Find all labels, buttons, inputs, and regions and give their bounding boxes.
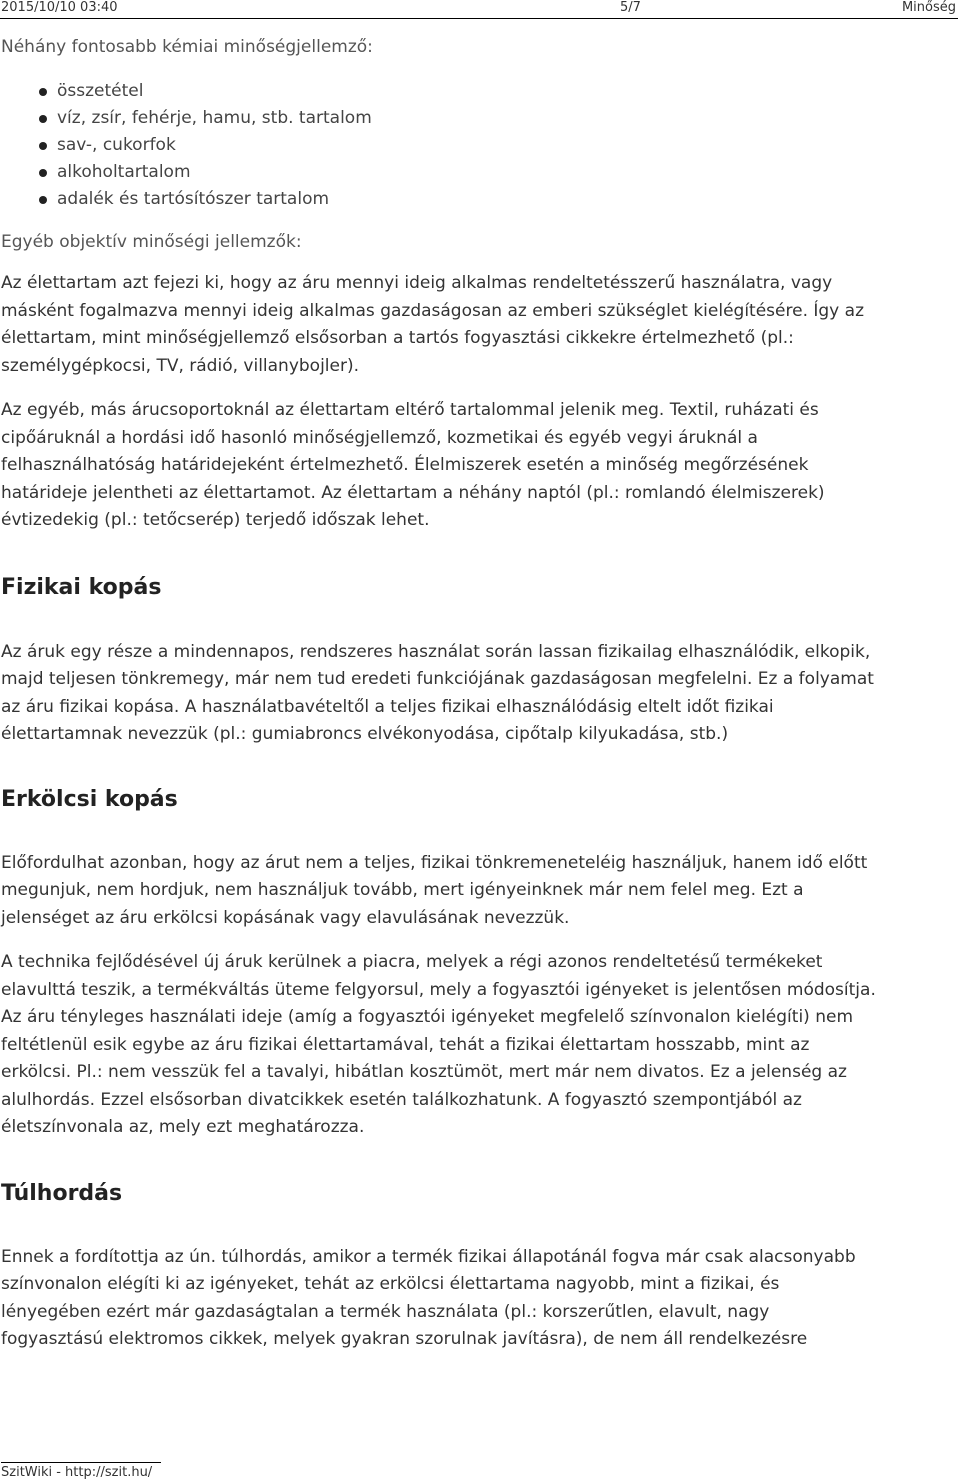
bullet-icon bbox=[39, 88, 47, 96]
page-number: 5/7 bbox=[620, 0, 641, 15]
paragraph-line: elavulttá teszik, a termékváltás üteme felgyorsul, mely a fogyasztói igényeket is jelentősen módosítja. bbox=[1, 979, 876, 1000]
paragraph-line: lényegében ezért már gazdaságtalan a termék használata (pl.: korszerűtlen, elavult, nagy bbox=[1, 1301, 770, 1322]
paragraph-line: évtizedekig (pl.: tetőcserép) terjedő időszak lehet. bbox=[1, 510, 430, 530]
paragraph-line: majd teljesen tönkremegy, már nem tud eredeti funkciójának gazdaságosan megfelelni. Ez a folyamat bbox=[1, 669, 874, 689]
paragraph-line: A technika fejlődésével új áruk kerülnek a piacra, melyek a régi azonos rendeltetésű termékeket bbox=[1, 952, 823, 972]
paragraph-line: cipőáruknál a hordási idő hasonló minőségjellemző, kozmetikai és egyéb vegyi áruknál a bbox=[1, 427, 758, 448]
paragraph-line: Az áru tényleges használati ideje (amíg a fogyasztói igényeket megfelelő színvonalon kielégíti) nem bbox=[1, 1007, 854, 1027]
other-groups-paragraph bbox=[1, 397, 959, 535]
paragraph-line: Ennek a fordítottja az ún. túlhordás, amikor a termék fizikai állapotánál fogva már csak alacsonyabb bbox=[1, 1246, 856, 1267]
paragraph-line: színvonalon elégíti ki az igényeket, tehát az erkölcsi élettartama nagyobb, mint a fizikai, és bbox=[1, 1274, 780, 1294]
paragraph-line: életszínvonala az, mely ezt meghatározza. bbox=[1, 1117, 365, 1137]
document-title: Minőség bbox=[901, 0, 956, 15]
tulhordas-paragraph bbox=[1, 1244, 959, 1354]
paragraph-line: alulhordás. Ezzel elsősorban divatcikkek esetén találkozhatunk. A fogyasztó szempontjából az bbox=[1, 1089, 802, 1110]
paragraph-line: fogyasztású elektromos cikkek, melyek gyakran szorulnak javításra), de nem áll rendelkezésre bbox=[1, 1329, 808, 1349]
paragraph-line: erkölcsi. Pl.: nem vesszük fel a tavalyi, hibátlan kosztümöt, mert már nem divatos. Ez a jelenség az bbox=[1, 1062, 847, 1082]
chemical-properties-list bbox=[1, 78, 959, 213]
bullet-icon bbox=[39, 169, 47, 177]
paragraph-line: Az áruk egy része a mindennapos, rendszeres használat során lassan fizikailag elhasználódik, elkopik, bbox=[1, 641, 871, 662]
paragraph-line: Az egyéb, más árucsoportoknál az élettartam eltérő tartalommal jelenik meg. Textil, ruházati és bbox=[1, 400, 819, 420]
page-header bbox=[0, 0, 958, 19]
erkolcsi-kopas-paragraph-2 bbox=[1, 949, 959, 1142]
paragraph-line: feltétlenül esik egybe az áru fizikai élettartamával, tehát a fizikai élettartam hosszabb, mint az bbox=[1, 1034, 810, 1055]
page-content bbox=[1, 34, 959, 1354]
paragraph-line: Előfordulhat azonban, hogy az árut nem a teljes, fizikai tönkremeneteléig használjuk, hanem idő előtt bbox=[1, 852, 868, 873]
page-footer: SzitWiki - http://szit.hu/ bbox=[1, 1462, 161, 1480]
list-item: összetétel bbox=[1, 78, 959, 105]
list-item: víz, zsír, fehérje, hamu, stb. tartalom bbox=[1, 105, 959, 132]
paragraph-line: élettartamnak nevezzük (pl.: gumiabroncs elvékonyodása, cipőtalp kilyukadása, stb.) bbox=[1, 724, 729, 744]
section-heading-fizikai-kopas: Fizikai kopás bbox=[1, 574, 162, 600]
paragraph-line: az áru fizikai kopása. A használatbavételtől a teljes fizikai elhasználódásig eltelt időt fizikai bbox=[1, 696, 774, 717]
list-item: adalék és tartósítószer tartalom bbox=[1, 186, 959, 213]
paragraph-line: Az élettartam azt fejezi ki, hogy az áru mennyi ideig alkalmas rendeltetésszerű használatra, vagy bbox=[1, 273, 833, 293]
paragraph-line: megunjuk, nem hordjuk, nem használjuk tovább, mert igényeinknek már nem felel meg. Ezt a bbox=[1, 880, 804, 900]
intro-text: Néhány fontosabb kémiai minőségjellemző: bbox=[1, 37, 373, 57]
bullet-icon bbox=[39, 115, 47, 123]
paragraph-line: jelenséget az áru erkölcsi kopásának vagy elavulásának nevezzük. bbox=[1, 907, 570, 928]
print-date: 2015/10/10 03:40 bbox=[1, 0, 118, 15]
list-item: alkoholtartalom bbox=[1, 159, 959, 186]
other-properties-label: Egyéb objektív minőségi jellemzők: bbox=[1, 231, 302, 252]
paragraph-line: másként fogalmazva mennyi ideig alkalmas gazdaságosan az emberi szükséglet kielégítésére. Így az bbox=[1, 300, 864, 321]
lifetime-paragraph bbox=[1, 270, 959, 380]
paragraph-line: határideje jelentheti az élettartamot. Az élettartam a néhány naptól (pl.: romlandó élelmiszerek) bbox=[1, 482, 825, 503]
fizikai-kopas-paragraph bbox=[1, 639, 959, 749]
paragraph-line: felhasználhatóság határidejeként értelmezhető. Élelmiszerek esetén a minőség megőrzésének bbox=[1, 455, 809, 475]
bullet-icon bbox=[39, 196, 47, 204]
list-item: sav-, cukorfok bbox=[1, 132, 959, 159]
erkolcsi-kopas-paragraph-1 bbox=[1, 850, 959, 933]
section-heading-erkolcsi-kopas: Erkölcsi kopás bbox=[1, 786, 178, 812]
bullet-icon bbox=[39, 142, 47, 150]
paragraph-line: élettartam, mint minőségjellemző elsősorban a tartós fogyasztási cikkekre értelmezhető (pl.: bbox=[1, 328, 794, 348]
paragraph-line: személygépkocsi, TV, rádió, villanybojler). bbox=[1, 355, 360, 376]
section-heading-tulhordas: Túlhordás bbox=[1, 1180, 123, 1206]
